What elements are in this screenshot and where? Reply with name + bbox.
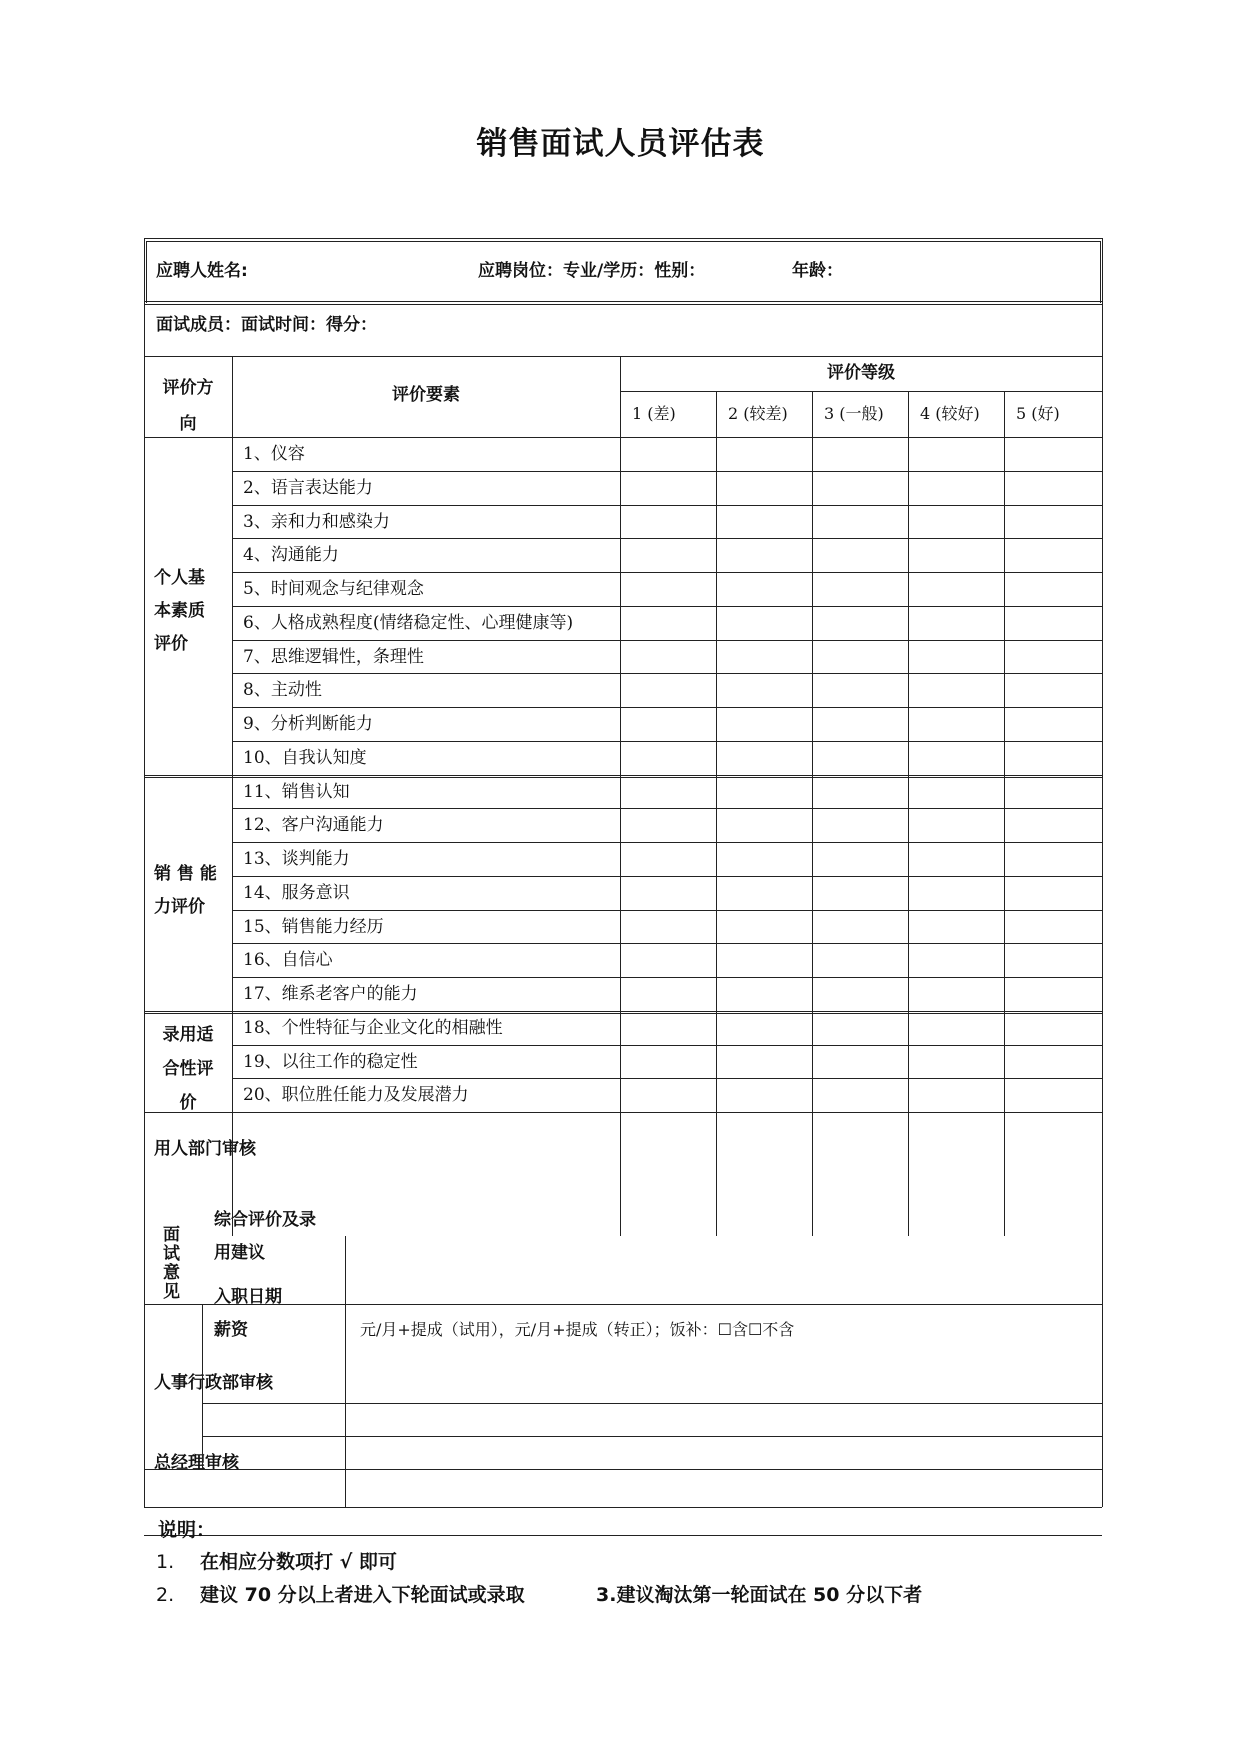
grade-cell[interactable] — [717, 1046, 811, 1078]
grade-cell[interactable] — [813, 911, 907, 943]
eval-item: 5、时间观念与纪律观念 — [243, 579, 424, 599]
grade-cell[interactable] — [621, 944, 715, 976]
grade-cell[interactable] — [717, 1012, 811, 1044]
grade-cell[interactable] — [717, 506, 811, 538]
grade-header: 评价等级 — [827, 363, 895, 383]
table-rule — [233, 640, 1102, 641]
grade-cell[interactable] — [1005, 506, 1101, 538]
grade-cell[interactable] — [813, 674, 907, 706]
grade-cell[interactable] — [621, 1079, 715, 1111]
table-rule — [620, 356, 621, 1236]
grade-cell[interactable] — [909, 843, 1003, 875]
eval-item: 16、自信心 — [243, 950, 333, 971]
eval-item: 18、个性特征与企业文化的相融性 — [243, 1017, 503, 1038]
grade-cell[interactable] — [1005, 1079, 1101, 1111]
grade-cell[interactable] — [621, 506, 715, 538]
eval-item: 3、亲和力和感染力 — [243, 511, 390, 532]
table-rule — [233, 471, 1102, 472]
grade-cell[interactable] — [1005, 776, 1101, 808]
table-rule — [144, 1011, 1102, 1012]
age-label: 年龄： — [792, 261, 843, 281]
grade-cell[interactable] — [813, 1012, 907, 1044]
grade-cell[interactable] — [717, 1079, 811, 1111]
grade-cell[interactable] — [813, 944, 907, 976]
table-rule — [908, 391, 909, 1236]
grade-cell[interactable] — [1005, 573, 1101, 605]
grade-cell[interactable] — [813, 438, 907, 470]
direction-header: 评价方 向 — [162, 378, 214, 434]
grade-cell[interactable] — [1005, 641, 1101, 673]
gm-review-label: 总经理审核 — [154, 1453, 239, 1473]
table-rule — [233, 943, 1102, 944]
table-rule — [144, 1013, 1102, 1014]
grade-cell[interactable] — [717, 911, 811, 943]
grade-cell[interactable] — [621, 472, 715, 504]
grade-cell[interactable] — [621, 1012, 715, 1044]
grade-cell[interactable] — [621, 674, 715, 706]
eval-item: 20、职位胜任能力及发展潜力 — [243, 1085, 469, 1106]
grade-cell[interactable] — [621, 776, 715, 808]
grade-cell[interactable] — [909, 539, 1003, 571]
grade-cell[interactable] — [1005, 1046, 1101, 1078]
grade-cell[interactable] — [909, 911, 1003, 943]
grade-cell[interactable] — [621, 573, 715, 605]
table-rule — [144, 1469, 1102, 1470]
grade-cell[interactable] — [813, 506, 907, 538]
grade-level-5: 5 (好) — [1016, 404, 1060, 423]
table-rule — [144, 775, 1102, 776]
grade-cell[interactable] — [717, 742, 811, 774]
grade-cell[interactable] — [621, 1046, 715, 1078]
table-rule — [233, 741, 1102, 742]
grade-cell[interactable] — [813, 641, 907, 673]
grade-cell[interactable] — [813, 1046, 907, 1078]
table-rule — [233, 876, 1102, 877]
table-rule — [233, 505, 1102, 506]
grade-cell[interactable] — [813, 742, 907, 774]
table-rule — [812, 391, 813, 1236]
table-rule — [202, 1436, 1102, 1437]
eval-item: 19、以往工作的稳定性 — [243, 1051, 418, 1072]
grade-cell[interactable] — [909, 674, 1003, 706]
grade-cell[interactable] — [717, 978, 811, 1010]
table-rule — [233, 1045, 1102, 1046]
eval-item: 6、人格成熟程度(情绪稳定性、心理健康等) — [243, 612, 574, 633]
eval-item: 15、销售能力经历 — [243, 916, 384, 937]
grade-cell[interactable] — [621, 843, 715, 875]
grade-cell[interactable] — [717, 877, 811, 909]
note-2-number: 2. — [156, 1584, 175, 1606]
table-rule — [1102, 238, 1103, 1507]
grade-cell[interactable] — [1005, 539, 1101, 571]
grade-cell[interactable] — [1005, 708, 1101, 740]
salary-label: 薪资 — [214, 1320, 248, 1340]
table-rule — [144, 301, 1102, 302]
salary-text: 元/月+提成（试用），元/月+提成（转正）；饭补：☐含☐不含 — [360, 1320, 795, 1339]
grade-cell[interactable] — [621, 607, 715, 639]
grade-cell[interactable] — [909, 607, 1003, 639]
overall-eval-label: 综合评价及录 用建议 — [214, 1210, 316, 1263]
entry-date-label: 入职日期 — [214, 1287, 282, 1307]
grade-level-4: 4 (较好) — [920, 404, 980, 423]
eval-item: 12、客户沟通能力 — [243, 815, 384, 836]
eval-item: 10、自我认知度 — [243, 747, 367, 768]
grade-cell[interactable] — [909, 641, 1003, 673]
grade-cell[interactable] — [621, 978, 715, 1010]
table-rule — [233, 673, 1102, 674]
table-rule — [144, 238, 145, 1507]
grade-cell[interactable] — [909, 877, 1003, 909]
table-rule — [233, 1078, 1102, 1079]
grade-cell[interactable] — [1005, 843, 1101, 875]
note-1-number: 1. — [156, 1551, 175, 1573]
eval-item: 11、销售认知 — [243, 781, 350, 802]
grade-cell[interactable] — [621, 438, 715, 470]
grade-cell[interactable] — [909, 708, 1003, 740]
grade-cell[interactable] — [1005, 674, 1101, 706]
grade-cell[interactable] — [1005, 809, 1101, 841]
grade-cell[interactable] — [909, 1079, 1003, 1111]
grade-cell[interactable] — [813, 776, 907, 808]
grade-cell[interactable] — [717, 809, 811, 841]
table-rule — [144, 1535, 1102, 1536]
eval-item: 14、服务意识 — [243, 882, 350, 903]
grade-level-2: 2 (较差) — [728, 404, 788, 423]
eval-item: 4、沟通能力 — [243, 545, 339, 566]
grade-cell[interactable] — [909, 776, 1003, 808]
note-1: 在相应分数项打 √ 即可 — [200, 1551, 397, 1573]
grade-cell[interactable] — [1005, 911, 1101, 943]
grade-cell[interactable] — [813, 472, 907, 504]
note-3: 3.建议淘汰第一轮面试在 50 分以下者 — [596, 1584, 923, 1606]
table-rule — [202, 1304, 203, 1469]
grade-cell[interactable] — [621, 708, 715, 740]
grade-cell[interactable] — [909, 944, 1003, 976]
table-rule — [232, 356, 233, 1236]
grade-cell[interactable] — [909, 506, 1003, 538]
grade-cell[interactable] — [717, 438, 811, 470]
grade-cell[interactable] — [621, 539, 715, 571]
grade-cell[interactable] — [813, 877, 907, 909]
grade-cell[interactable] — [909, 742, 1003, 774]
grade-cell[interactable] — [1005, 877, 1101, 909]
applicant-name-label: 应聘人姓名: — [156, 261, 248, 281]
section-label-fit: 录用适 合性评 价 — [162, 1025, 214, 1113]
grade-cell[interactable] — [621, 877, 715, 909]
grade-cell[interactable] — [717, 708, 811, 740]
grade-cell[interactable] — [717, 944, 811, 976]
table-rule — [144, 238, 1102, 239]
position-label: 应聘岗位：专业/学历：性别： — [478, 261, 706, 281]
hr-review-label: 人事行政部审核 — [154, 1373, 273, 1393]
grade-cell[interactable] — [813, 708, 907, 740]
grade-cell[interactable] — [717, 573, 811, 605]
table-rule — [620, 391, 1102, 392]
evaluation-form — [144, 238, 1102, 1507]
table-rule — [144, 356, 1102, 357]
grade-cell[interactable] — [1005, 472, 1101, 504]
grade-cell[interactable] — [1005, 944, 1101, 976]
table-rule — [144, 1304, 1102, 1305]
interview-info-label: 面试成员：面试时间：得分： — [156, 315, 377, 335]
table-rule — [144, 437, 1102, 438]
grade-cell[interactable] — [909, 978, 1003, 1010]
grade-cell[interactable] — [717, 641, 811, 673]
grade-cell[interactable] — [813, 573, 907, 605]
grade-cell[interactable] — [621, 742, 715, 774]
grade-cell[interactable] — [1005, 978, 1101, 1010]
grade-cell[interactable] — [1005, 607, 1101, 639]
grade-cell[interactable] — [813, 809, 907, 841]
grade-cell[interactable] — [909, 438, 1003, 470]
grade-cell[interactable] — [717, 539, 811, 571]
grade-cell[interactable] — [621, 911, 715, 943]
note-2: 建议 70 分以上者进入下轮面试或录取 — [200, 1584, 525, 1606]
table-rule — [345, 1236, 346, 1507]
grade-cell[interactable] — [909, 472, 1003, 504]
interview-opinion-label: 面 试 意 见 — [163, 1225, 180, 1302]
eval-item: 9、分析判断能力 — [243, 714, 373, 734]
table-rule — [233, 538, 1102, 539]
grade-cell[interactable] — [813, 539, 907, 571]
eval-item: 13、谈判能力 — [243, 849, 350, 869]
table-rule — [233, 606, 1102, 607]
eval-item: 17、维系老客户的能力 — [243, 984, 418, 1004]
grade-cell[interactable] — [1005, 1012, 1101, 1044]
grade-cell[interactable] — [909, 573, 1003, 605]
grade-cell[interactable] — [717, 843, 811, 875]
table-rule — [233, 842, 1102, 843]
grade-cell[interactable] — [909, 1012, 1003, 1044]
notes-heading: 说明： — [158, 1519, 216, 1541]
grade-cell[interactable] — [1005, 438, 1101, 470]
table-rule — [1004, 391, 1005, 1236]
table-rule — [144, 304, 1102, 305]
table-rule — [146, 241, 1100, 242]
table-rule — [144, 1112, 1102, 1113]
grade-cell[interactable] — [813, 843, 907, 875]
grade-cell[interactable] — [1005, 742, 1101, 774]
grade-cell[interactable] — [621, 641, 715, 673]
eval-item: 2、语言表达能力 — [243, 477, 373, 498]
grade-cell[interactable] — [717, 607, 811, 639]
grade-cell[interactable] — [909, 809, 1003, 841]
dept-review-label: 用人部门审核 — [154, 1139, 256, 1159]
grade-cell[interactable] — [813, 1079, 907, 1111]
grade-cell[interactable] — [813, 978, 907, 1010]
table-rule — [1100, 241, 1101, 303]
table-rule — [233, 977, 1102, 978]
eval-item: 7、思维逻辑性，条理性 — [243, 646, 424, 667]
table-rule — [144, 777, 1102, 778]
grade-level-3: 3 (一般) — [824, 404, 884, 423]
grade-cell[interactable] — [717, 472, 811, 504]
eval-item: 1、仪容 — [243, 444, 305, 464]
section-label-personal: 个人基 本素质 评价 — [154, 568, 205, 654]
grade-cell[interactable] — [909, 1046, 1003, 1078]
grade-cell[interactable] — [813, 607, 907, 639]
grade-cell[interactable] — [717, 776, 811, 808]
grade-level-1: 1 (差) — [632, 404, 676, 423]
table-rule — [144, 1507, 1102, 1508]
table-rule — [233, 910, 1102, 911]
table-rule — [233, 808, 1102, 809]
table-rule — [233, 707, 1102, 708]
grade-cell[interactable] — [717, 674, 811, 706]
table-rule — [716, 391, 717, 1236]
section-label-sales: 销 售 能 力评价 — [154, 864, 217, 917]
elements-header: 评价要素 — [392, 385, 460, 405]
table-rule — [233, 572, 1102, 573]
grade-cell[interactable] — [621, 809, 715, 841]
page-title: 销售面试人员评估表 — [476, 126, 765, 162]
table-rule — [202, 1403, 1102, 1404]
table-rule — [146, 241, 147, 303]
eval-item: 8、主动性 — [243, 680, 322, 701]
